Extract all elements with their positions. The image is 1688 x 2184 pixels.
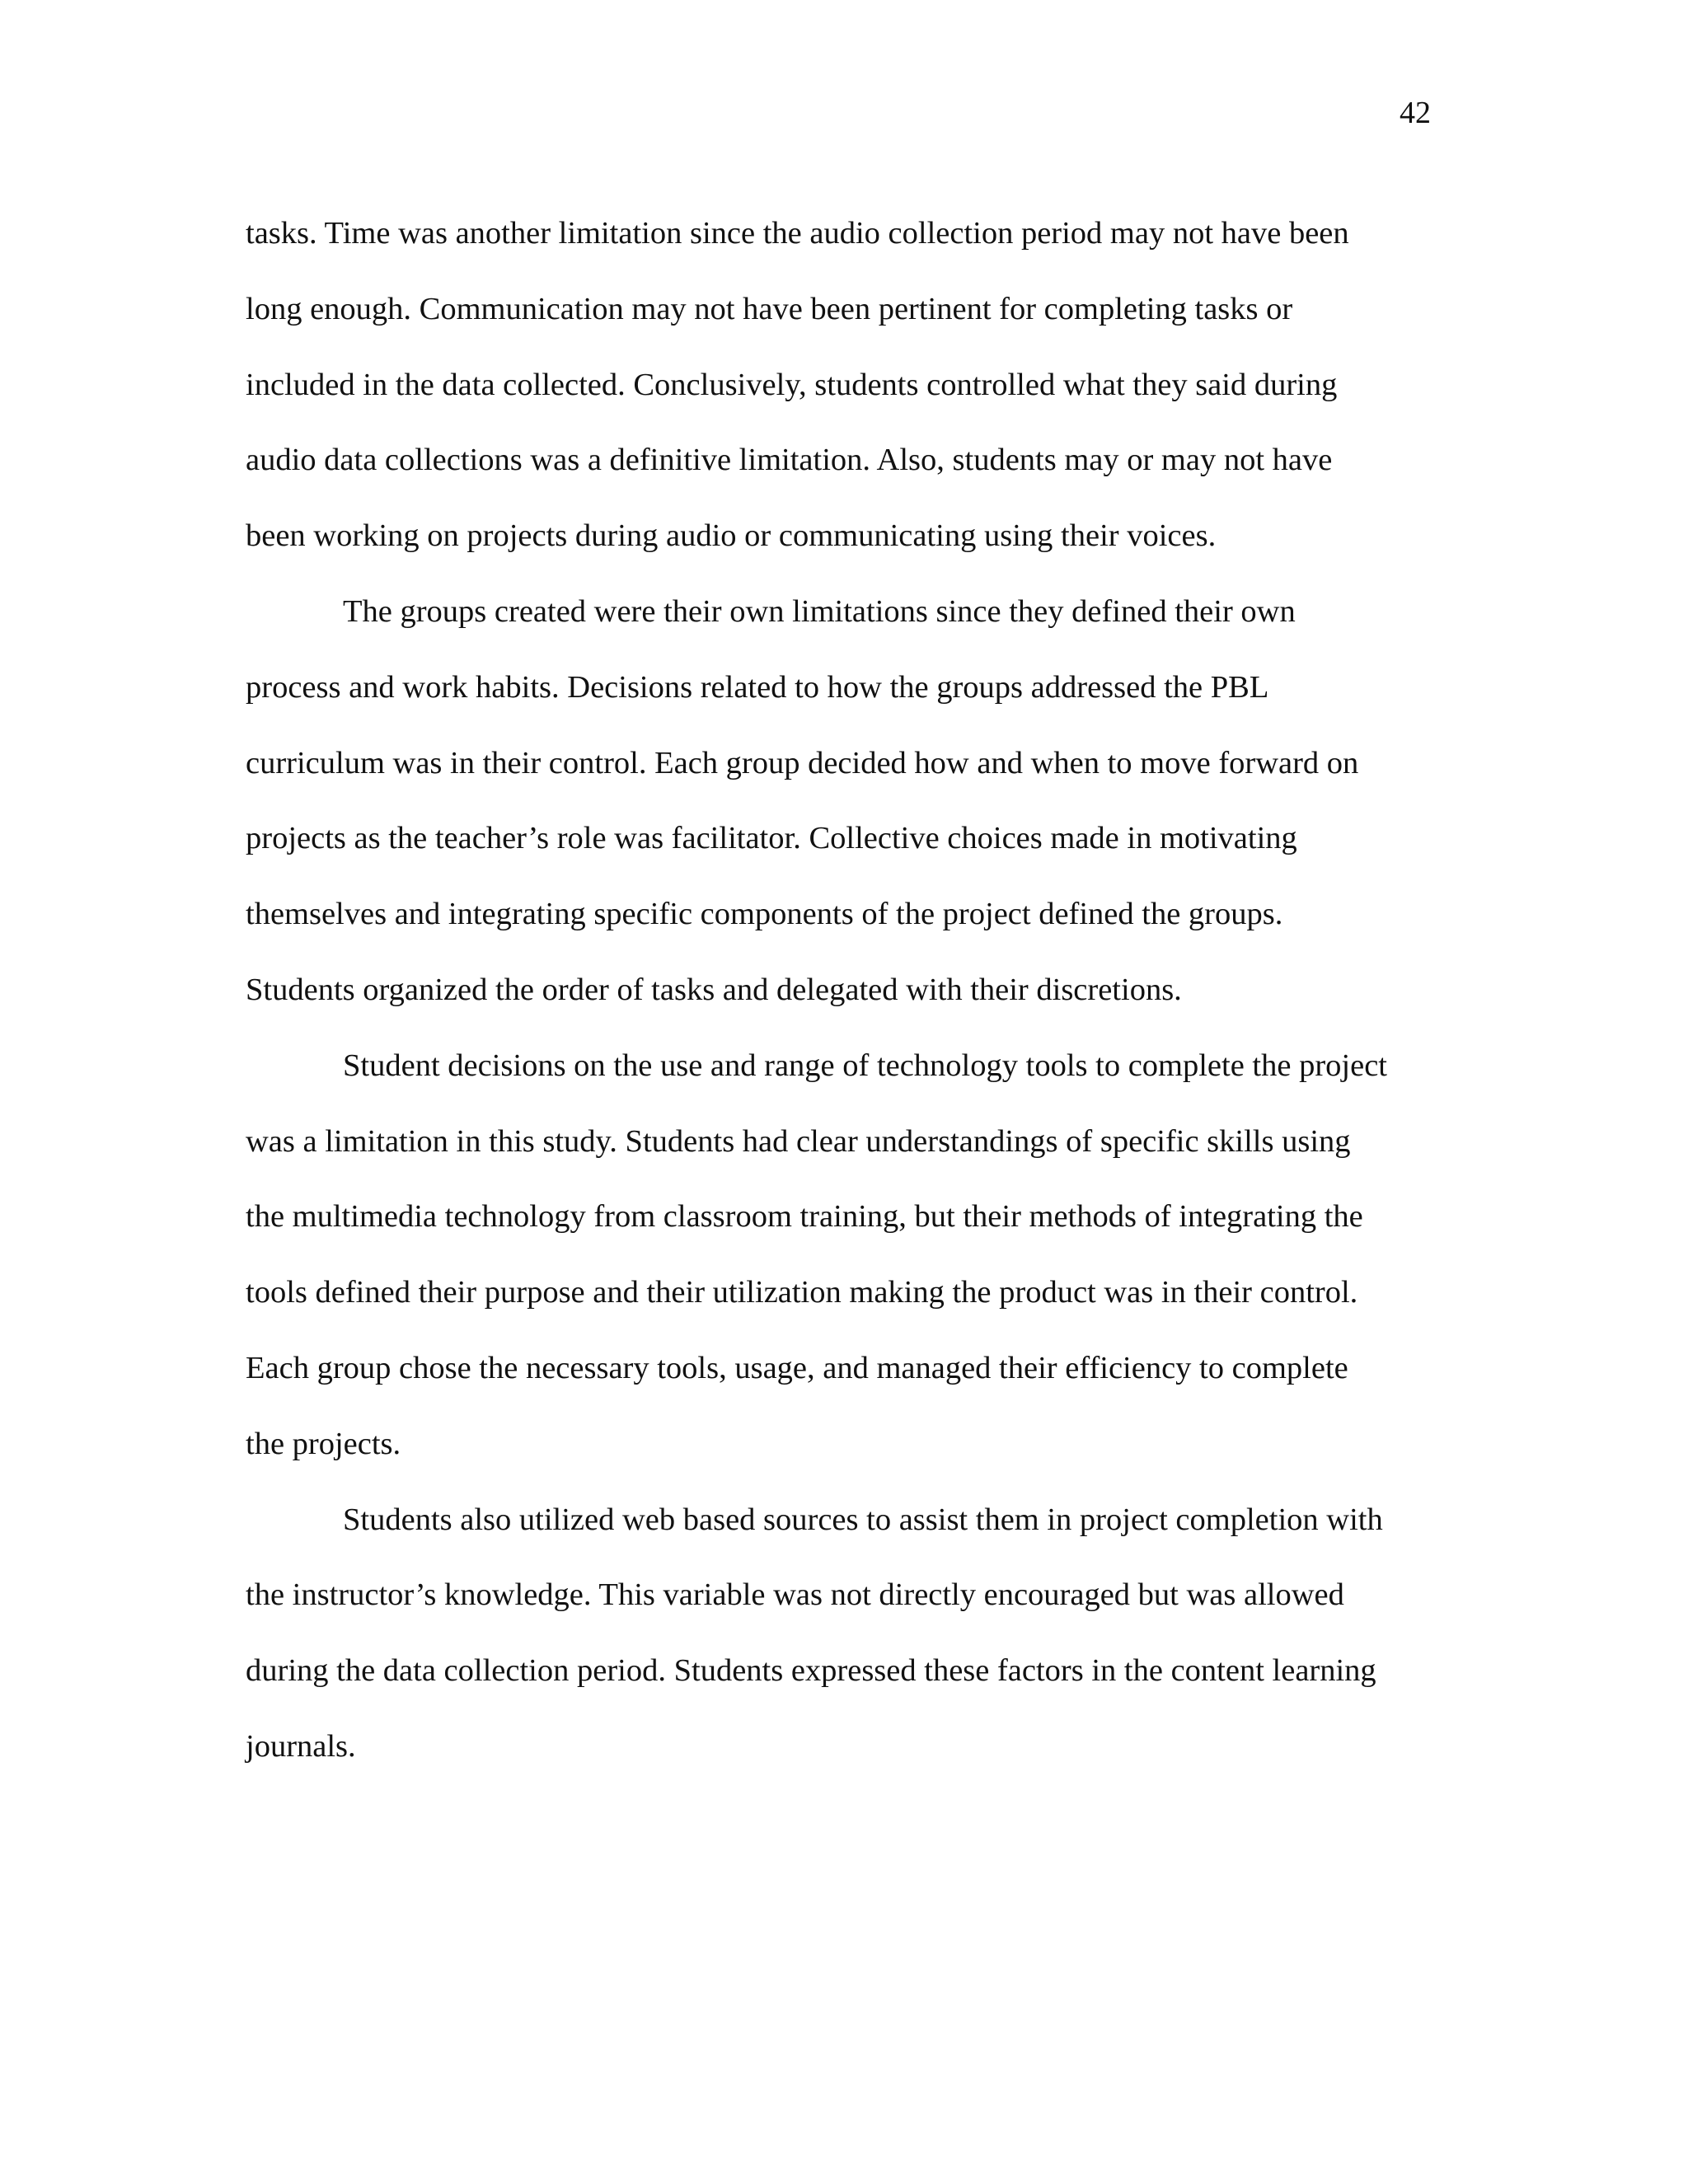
paragraph-start-line: The groups created were their own limitations since they defined their own — [343, 593, 1296, 629]
paragraph-start-line: Students also utilized web based sources to assist them in project completion with — [343, 1502, 1383, 1537]
text-line: audio data collections was a definitive limitation. Also, students may or may not have — [246, 443, 1333, 478]
text-line: tasks. Time was another limitation since the audio collection period may not have been — [246, 216, 1349, 251]
text-line: been working on projects during audio or communicating using their voices. — [246, 518, 1217, 554]
page-number: 42 — [1400, 96, 1431, 130]
body-text — [246, 196, 1432, 1785]
text-line: was a limitation in this study. Students had clear understandings of specific skills using — [246, 1123, 1351, 1159]
text-line: the instructor’s knowledge. This variable was not directly encouraged but was allowed — [246, 1577, 1344, 1613]
text-line: Each group chose the necessary tools, usage, and managed their efficiency to complete — [246, 1350, 1348, 1385]
text-line: journals. — [246, 1728, 356, 1764]
text-line: projects as the teacher’s role was facilitator. Collective choices made in motivating — [246, 821, 1297, 856]
text-line: included in the data collected. Conclusively, students controlled what they said during — [246, 367, 1338, 402]
text-line: long enough. Communication may not have been pertinent for completing tasks or — [246, 291, 1293, 326]
text-line: the multimedia technology from classroom training, but their methods of integrating the — [246, 1199, 1363, 1235]
text-line: the projects. — [246, 1426, 401, 1461]
text-line: process and work habits. Decisions related to how the groups addressed the PBL — [246, 669, 1269, 705]
text-line: during the data collection period. Students expressed these factors in the content learning — [246, 1653, 1376, 1689]
text-line: Students organized the order of tasks and delegated with their discretions. — [246, 972, 1182, 1007]
text-line: curriculum was in their control. Each group decided how and when to move forward on — [246, 745, 1359, 780]
text-line: tools defined their purpose and their utilization making the product was in their control. — [246, 1275, 1358, 1310]
paragraph-start-line: Student decisions on the use and range of technology tools to complete the project — [343, 1047, 1387, 1083]
text-line: themselves and integrating specific components of the project defined the groups. — [246, 897, 1283, 932]
